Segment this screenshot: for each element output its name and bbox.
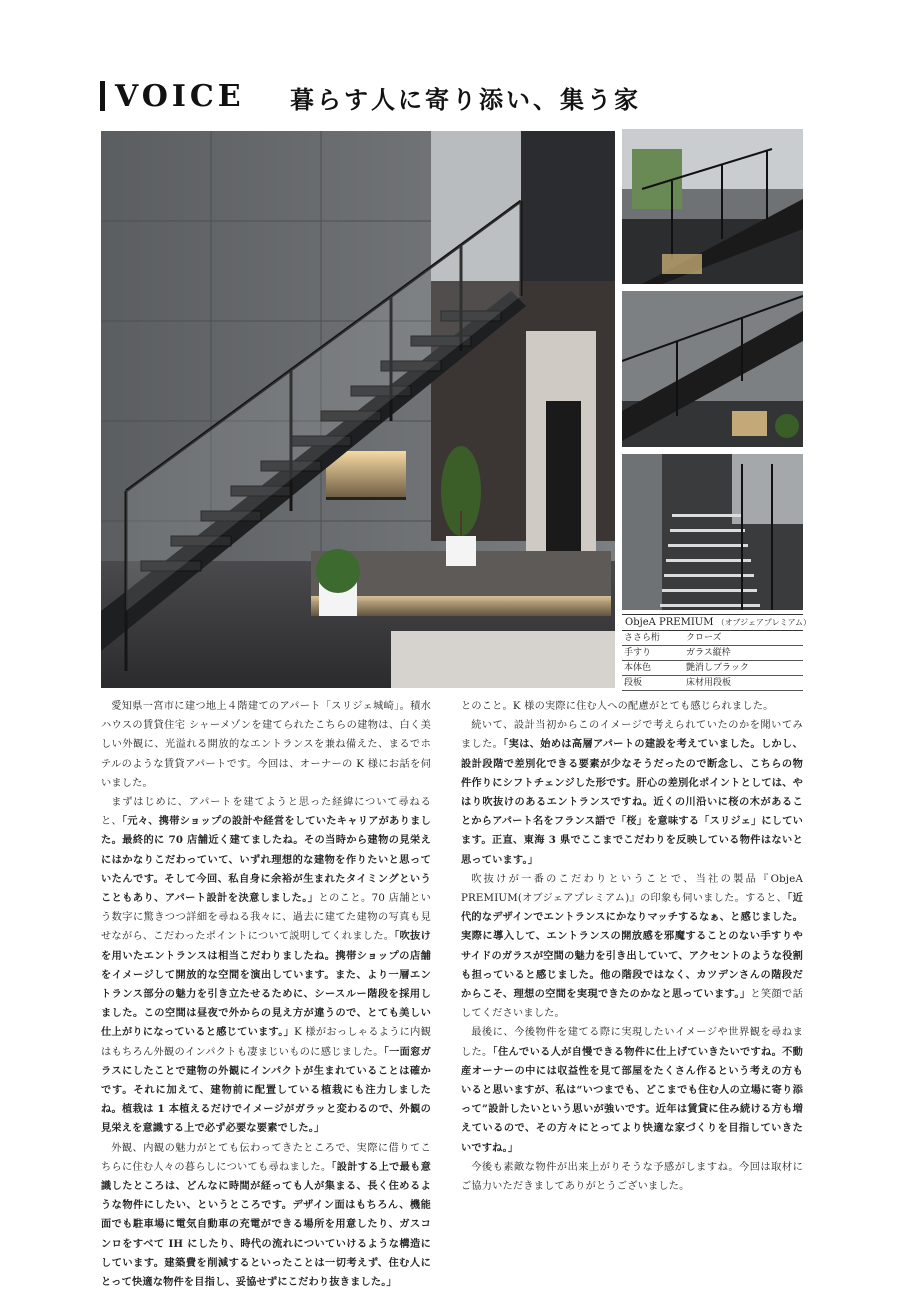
owner-quote: 「住んでいる人が自慢できる物件に仕上げていきたいですね。不動産オーナーの中には収益性を見て部屋をたくさん作るという考えの方もいると思いますが、私は“いつまでも、どこまでも住む人の立場に寄り添って”設計したいという思いが強いです。近年は賃貸に住み続ける方も増えているので、その方々にとってより快適な家づくりを目指していきたいですね。」 bbox=[461, 1045, 803, 1154]
header-bar bbox=[100, 81, 105, 111]
stair-photo-upper bbox=[622, 129, 803, 284]
article-column-left bbox=[101, 697, 431, 1292]
spec-key: ささら桁 bbox=[624, 633, 661, 643]
owner-quote: 「一面窓ガラスにしたことで建物の外観にインパクトが生まれていることは確かです。それに加えて、建物前に配置している植栽にも注力しましたね。植栽は 1 本植えるだけでイメージがガラッと変わるので、外観の見栄えを意識する上で必ず必要な要素でした。」 bbox=[101, 1045, 431, 1135]
spec-value: 床材用段板 bbox=[686, 678, 732, 688]
article-text: と笑顔で話してくださいました。 bbox=[461, 989, 803, 1020]
article-paragraph bbox=[461, 870, 803, 1024]
article-paragraph: 愛知県一宮市に建つ地上４階建てのアパート「スリジェ城崎」。積水ハウスの賃貸住宅 シャーメゾンを建てられたこちらの建物は、白く美しい外観に、光溢れる開放的なエントランスを兼ね備えた、まるでホテルのような賃貸アパートです。今回は、オーナーの K 様にお話を伺いました。 bbox=[101, 701, 431, 789]
article-paragraph: とのこと。K 様の実際に住む人への配慮がとても感じられました。 bbox=[461, 701, 774, 712]
spec-key: 本体色 bbox=[624, 663, 652, 673]
article-paragraph bbox=[101, 793, 431, 1139]
stair-photo-middle bbox=[622, 291, 803, 447]
spec-row bbox=[622, 661, 803, 676]
article-paragraph: 今後も素敵な物件が出来上がりそうな予感がしますね。今回は取材にご協力いただきましてありがとうございました。 bbox=[461, 1161, 803, 1193]
spec-value: 艶消しブラック bbox=[686, 663, 749, 673]
headline: 暮らす人に寄り添い、集う家 bbox=[290, 85, 641, 114]
article-text: 吹抜けが一番のこだわりということで、当社の製品『ObjeA PREMIUM(オブジェアプレミアム)』の印象も伺いました。すると、 bbox=[461, 873, 803, 905]
spec-key: 段板 bbox=[624, 678, 643, 688]
owner-quote: 「設計する上で最も意識したところは、どんなに時間が経っても人が集まる、長く住めるような物件にしたい、というところです。デザイン面はもちろん、機能面でも駐車場に電気自動車の充電ができる場所を用意したり、ガスコンロをすべて IH にしたり、時代の流れについていけるような構造にしています。建築費を削減するといったことは一切考えず、住む人にとって快適な物件を目指し、妥協せずにこだわり抜きました。」 bbox=[101, 1160, 431, 1289]
article-paragraph bbox=[461, 1023, 803, 1157]
owner-quote: 「元々、携帯ショップの設計や経営をしていたキャリアがありました。最終的に 70 店舗近く建てましたね。その当時から建物の見栄えにはかなりこだわっていて、いずれ理想的な建物を作りたいと思っていたんです。そして今回、私自身に余裕が生まれたタイミングということもあり、アパート設計を決意しました。」 bbox=[101, 815, 431, 905]
article-paragraph bbox=[461, 716, 803, 870]
article-text: K 様がおっしゃるように内観はもちろん外観のインパクトも凄まじいものに感じました。 bbox=[101, 1027, 431, 1058]
owner-quote: 「実は、始めは高層アパートの建設を考えていました。しかし、設計段階で差別化できる要素が少なそうだったので断念し、こちらの物件作りにシフトチェンジした形です。肝心の差別化ポイントとしては、やはり吹抜けのあるエントランスですね。近くの川沿いに桜の木があることからアパート名をフランス語で「桜」を意味する「スリジェ」にしています。正直、東海 3 県でここまでこだわりを反映している物件はないと思っています。」 bbox=[461, 738, 803, 866]
section-tag: VOICE bbox=[115, 78, 245, 114]
spec-row bbox=[622, 631, 803, 646]
article-text: まずはじめに、アパートを建てようと思った経緯について尋ねると、 bbox=[101, 797, 431, 828]
spec-title bbox=[622, 614, 812, 631]
owner-quote: 「吹抜けを用いたエントランスは相当こだわりましたね。携帯ショップの店舗をイメージして開放的な空間を演出しています。また、より一層エントランス部分の魅力を引き立たせるために、シースルー階段を採用しました。この空間は昼夜で外からの見え方が違うので、とても美しい仕上がりになっていると感じています。」 bbox=[101, 930, 432, 1039]
owner-quote: 「近代的なデザインでエントランスにかなりマッチするなぁ、と感じました。実際に導入して、エントランスの開放感を邪魔することのない手すりやサイドのガラスが空間の魅力を引き出していて、アクセントのような役割も担っていると感じました。他の階段ではなく、カツデンさんの階段だからこそ、理想の空間を実現できたのかなと思っています。」 bbox=[461, 892, 804, 1001]
spec-key: 手すり bbox=[624, 648, 652, 658]
main-staircase-photo bbox=[101, 131, 615, 688]
article-text: とのこと。70 店舗という数字に驚きつつ詳細を尋ねる我々に、過去に建てた建物の写真も見せながら、こだわったポイントについて説明してくれました。 bbox=[101, 893, 431, 943]
product-reading: （オブジェアプレミアム） bbox=[716, 618, 812, 627]
article-column-right bbox=[461, 697, 803, 1196]
spec-value: ガラス縦枠 bbox=[686, 648, 731, 658]
spec-row bbox=[622, 646, 803, 661]
spec-value: クローズ bbox=[686, 633, 722, 643]
stair-photo-lower bbox=[622, 454, 803, 610]
section-header bbox=[100, 78, 641, 114]
article-text: 最後に、今後物件を建てる際に実現したいイメージや世界観を尋ねました。 bbox=[461, 1027, 803, 1058]
spec-table bbox=[622, 614, 812, 691]
article-paragraph bbox=[101, 1139, 431, 1292]
spec-row bbox=[622, 676, 803, 691]
article-text: 外観、内観の魅力がとても伝わってきたところで、実際に借りてこちらに住む人々の暮らしについても尋ねました。 bbox=[101, 1142, 431, 1173]
article-text: 続いて、設計当初からこのイメージで考えられていたのかを聞いてみました。 bbox=[461, 720, 803, 751]
product-name: ObjeA PREMIUM bbox=[625, 617, 714, 628]
